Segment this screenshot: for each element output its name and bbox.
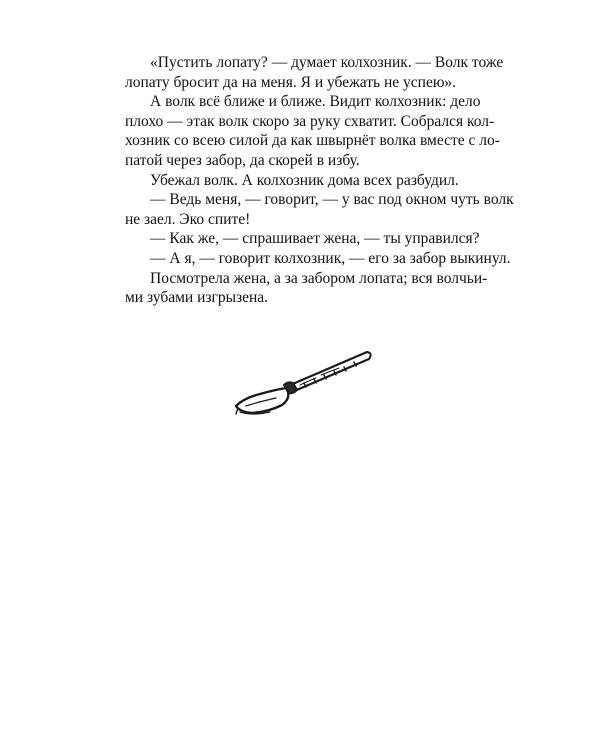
text-line: патой через забор, да скорей в избу. (125, 151, 360, 169)
text-line: — А я, — говорит колхозник, — его за забор выкинул. (150, 249, 511, 267)
text-line: лопату бросит да на меня. Я и убежать не успею». (125, 73, 457, 91)
shovel-illustration (226, 342, 378, 424)
story-text (125, 53, 514, 308)
shovel-icon (226, 342, 378, 424)
text-line: хозник со всею силой да как швырнёт волка вместе с ло- (125, 132, 500, 150)
text-line: ми зубами изгрызена. (125, 289, 269, 307)
text-line: Посмотрела жена, а за забором лопата; вся волчьи- (150, 269, 488, 287)
text-line: не заел. Эко спите! (125, 210, 251, 228)
text-line: «Пустить лопату? — думает колхозник. — Волк тоже (150, 54, 504, 71)
text-line: — Как же, — спрашивает жена, — ты управился? (150, 230, 480, 248)
text-line: Убежал волк. А колхозник дома всех разбудил. (150, 171, 459, 189)
text-line: — Ведь меня, — говорит, — у вас под окном чуть волк (150, 191, 514, 209)
text-line: А волк всё ближе и ближе. Видит колхозник: дело (150, 93, 481, 111)
text-line: плохо — этак волк скоро за руку схватит. Собрался кол- (125, 112, 495, 130)
